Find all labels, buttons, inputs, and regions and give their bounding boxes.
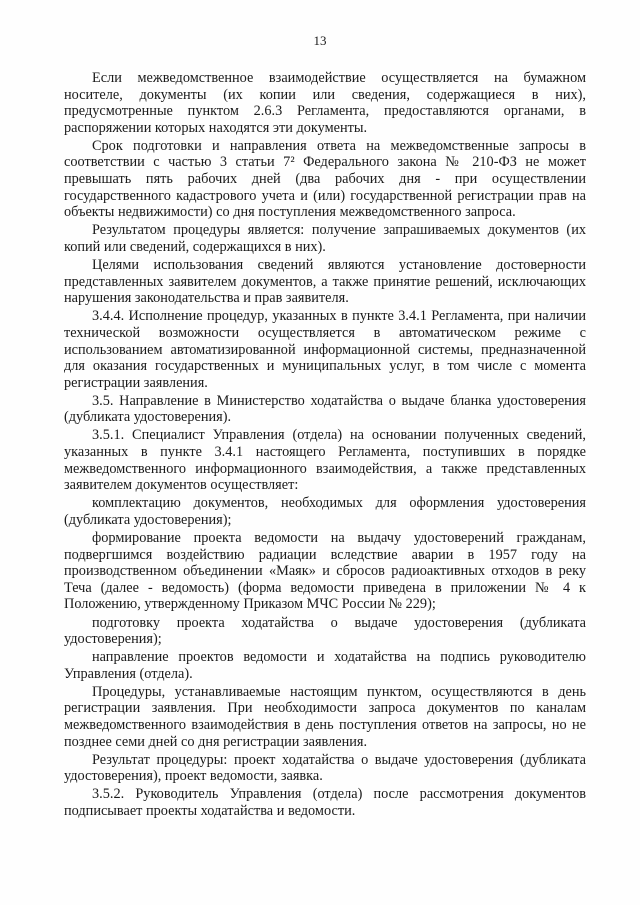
paragraph-3-4-4: 3.4.4. Исполнение процедур, указанных в пункте 3.4.1 Регламента, при наличии технической возможности осуществляется в автоматическом режиме с использованием автоматизированной информационной системы, предназначенной для оказания государственных и муниципальных услуг, в том числе с момента регистрации заявления.	[64, 308, 586, 391]
list-item-statement-draft: формирование проекта ведомости на выдачу удостоверений гражданам, подвергшимся воздействию радиации вследствие аварии в 1957 году на производственном объединении «Маяк» и сбросов радиоактивных отходов в реку Теча (далее - ведомость) (форма ведомости приведена в приложении № 4 к Положению, утвержденному Приказом МЧС России № 229);	[64, 530, 586, 613]
list-item-document-assembly: комплектацию документов, необходимых для оформления удостоверения (дубликата удостоверения);	[64, 495, 586, 528]
paragraph-3-5-2: 3.5.2. Руководитель Управления (отдела) после рассмотрения документов подписывает проекты ходатайства и ведомости.	[64, 786, 586, 820]
paragraph-procedure-result: Результатом процедуры является: получение запрашиваемых документов (их копий или сведений, содержащихся в них).	[64, 222, 586, 255]
paragraph-purpose: Целями использования сведений являются установление достоверности представленных заявителем документов, а также принятие решений, исключающих нарушения законодательства и прав заявителя.	[64, 257, 586, 307]
list-item-petition-draft: подготовку проекта ходатайства о выдаче удостоверения (дубликата удостоверения);	[64, 614, 586, 648]
list-item-send-for-signature: направление проектов ведомости и ходатайства на подпись руководителю Управления (отдела).	[64, 649, 586, 682]
paragraph-interagency-paper: Если межведомственное взаимодействие осуществляется на бумажном носителе, документы (их копии или сведения, содержащиеся в них), предусмотренные пунктом 2.6.3 Регламента, предоставляются органами, в распоряжении которых находятся эти документы.	[64, 70, 586, 136]
paragraph-response-deadline: Срок подготовки и направления ответа на межведомственные запросы в соответствии с частью 3 статьи 7² Федерального закона № 210-ФЗ не может превышать пять рабочих дней (два рабочих дня - при осуществлении государственного кадастрового учета и (или) государственной регистрации прав на объекты недвижимости) со дня поступления межведомственного запроса.	[64, 137, 586, 221]
document-body	[64, 70, 586, 821]
paragraph-procedure-timing: Процедуры, устанавливаемые настоящим пунктом, осуществляются в день регистрации заявления. При необходимости запроса документов по каналам межведомственного взаимодействия в день поступления ответов на запросы, но не позднее семи дней со дня регистрации заявления.	[64, 683, 586, 750]
paragraph-procedure-outcome: Результат процедуры: проект ходатайства о выдаче удостоверения (дубликата удостоверения), проект ведомости, заявка.	[64, 751, 586, 785]
page-number: 13	[313, 33, 327, 48]
paragraph-3-5-1: 3.5.1. Специалист Управления (отдела) на основании полученных сведений, указанных в пункте 3.4.1 настоящего Регламента, поступивших в порядке межведомственного информационного взаимодействия, а также представленных заявителем документов осуществляет:	[64, 427, 586, 494]
paragraph-3-5: 3.5. Направление в Министерство ходатайства о выдаче бланка удостоверения (дубликата удостоверения).	[64, 392, 586, 426]
